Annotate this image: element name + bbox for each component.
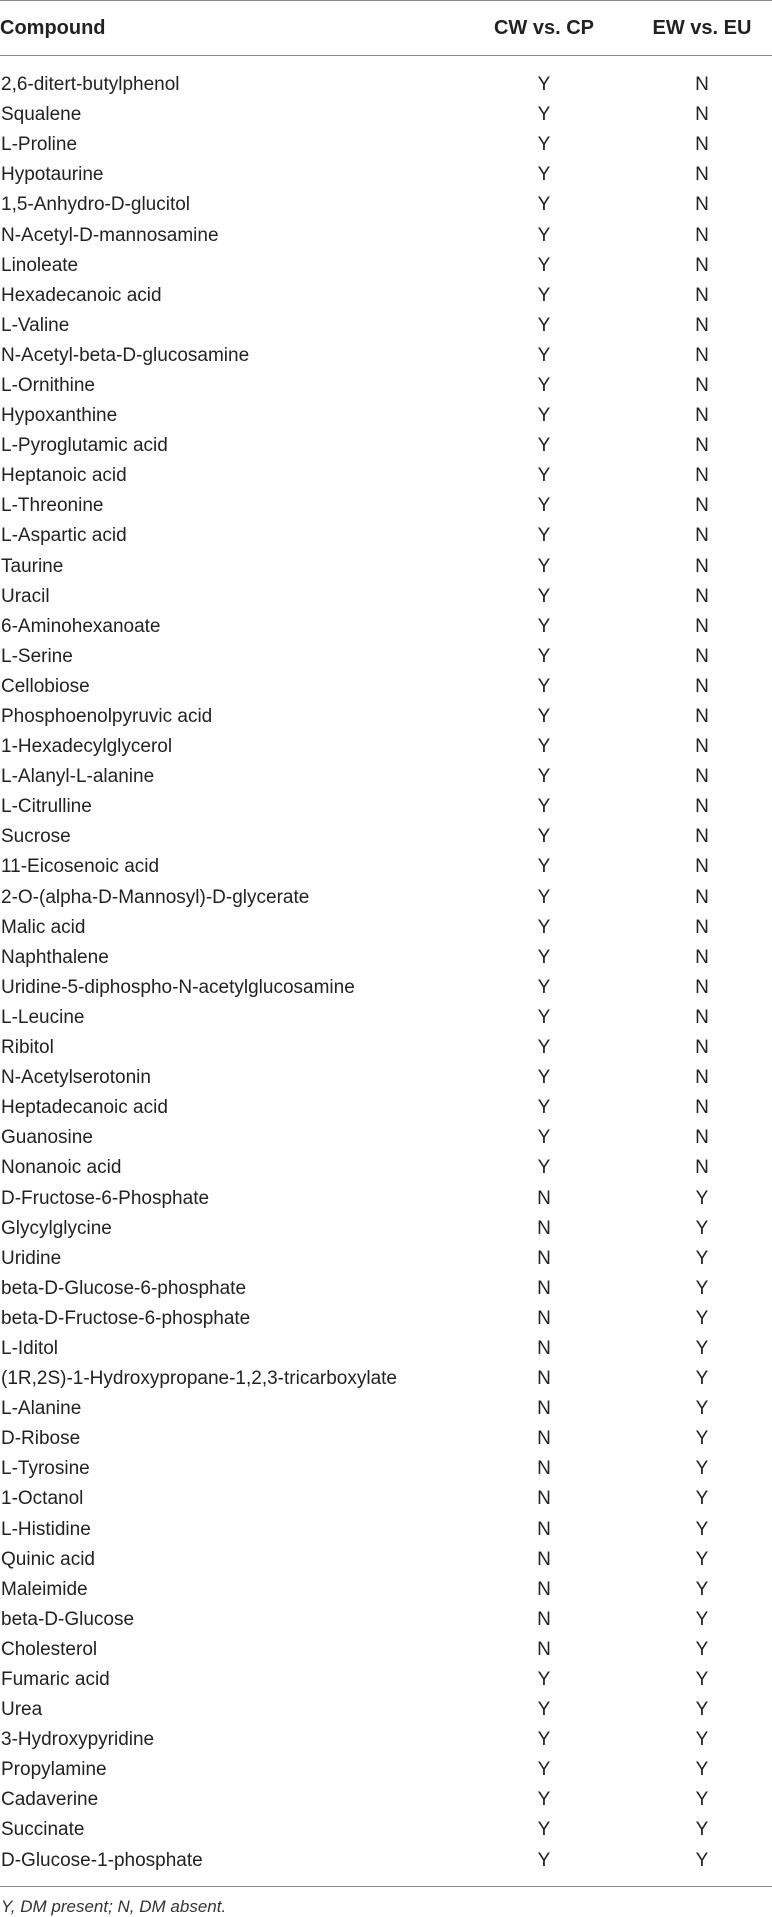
cw-vs-cp-cell: Y [537, 645, 551, 667]
ew-vs-eu-cell: N [695, 916, 709, 938]
ew-vs-eu-cell: N [695, 1067, 709, 1089]
cw-vs-cp-cell: Y [537, 796, 551, 818]
ew-vs-eu-cell: Y [695, 1608, 709, 1630]
cw-vs-cp-cell: Y [537, 164, 551, 186]
ew-vs-eu-cell: N [695, 254, 709, 276]
ew-vs-eu-cell: N [695, 615, 709, 637]
compound-cell: Squalene [1, 104, 82, 126]
table-row [0, 1214, 772, 1244]
cw-vs-cp-cell: N [537, 1187, 551, 1209]
table-row [0, 1274, 772, 1304]
compound-cell: Succinate [1, 1819, 85, 1841]
compound-cell: N-Acetyl-D-mannosamine [1, 224, 219, 246]
compound-cell: Cellobiose [1, 675, 90, 697]
cw-vs-cp-cell: N [537, 1428, 551, 1450]
ew-vs-eu-cell: Y [695, 1669, 709, 1691]
table-row [0, 1033, 772, 1063]
cw-vs-cp-cell: Y [537, 615, 551, 637]
cw-vs-cp-cell: N [537, 1548, 551, 1570]
table-row [0, 371, 772, 401]
ew-vs-eu-cell: Y [695, 1187, 709, 1209]
cw-vs-cp-cell: Y [537, 1789, 551, 1811]
ew-vs-eu-cell: Y [695, 1638, 709, 1660]
ew-vs-eu-cell: N [695, 465, 709, 487]
cw-vs-cp-cell: N [537, 1638, 551, 1660]
cw-vs-cp-cell: Y [537, 946, 551, 968]
ew-vs-eu-cell: N [695, 706, 709, 728]
ew-vs-eu-cell: N [695, 1157, 709, 1179]
ew-vs-eu-cell: Y [695, 1819, 709, 1841]
cw-vs-cp-cell: Y [537, 194, 551, 216]
ew-vs-eu-cell: Y [695, 1578, 709, 1600]
cw-vs-cp-cell: Y [537, 1819, 551, 1841]
ew-vs-eu-cell: Y [695, 1337, 709, 1359]
table-row [0, 552, 772, 582]
ew-vs-eu-cell: N [695, 284, 709, 306]
compound-cell: Linoleate [1, 254, 79, 276]
compound-cell: D-Fructose-6-Phosphate [1, 1187, 210, 1209]
table-row [0, 1153, 772, 1183]
header-row [0, 1, 772, 56]
cw-vs-cp-cell: Y [537, 74, 551, 96]
cw-vs-cp-cell: Y [537, 916, 551, 938]
table-row [0, 1846, 772, 1876]
table-row [0, 973, 772, 1003]
compound-cell: L-Proline [1, 134, 78, 156]
table-row [0, 100, 772, 130]
ew-vs-eu-cell: Y [695, 1307, 709, 1329]
compound-cell: 3-Hydroxypyridine [1, 1729, 155, 1751]
ew-vs-eu-cell: N [695, 886, 709, 908]
ew-vs-eu-cell: N [695, 645, 709, 667]
ew-vs-eu-cell: N [695, 344, 709, 366]
ew-vs-eu-cell: N [695, 796, 709, 818]
table-row [0, 1545, 772, 1575]
cw-vs-cp-cell: Y [537, 495, 551, 517]
cw-vs-cp-cell: N [537, 1458, 551, 1480]
cw-vs-cp-cell: Y [537, 254, 551, 276]
table-row [0, 461, 772, 491]
ew-vs-eu-cell: N [695, 405, 709, 427]
compound-cell: L-Serine [1, 645, 73, 667]
table-row [0, 130, 772, 160]
table-body [0, 56, 772, 1876]
cw-vs-cp-cell: Y [537, 736, 551, 758]
ew-vs-eu-cell: N [695, 495, 709, 517]
compound-cell: Cadaverine [1, 1789, 99, 1811]
table-row [0, 1785, 772, 1815]
table-row [0, 1003, 772, 1033]
compound-cell: Ribitol [1, 1037, 54, 1059]
cw-vs-cp-cell: Y [537, 706, 551, 728]
compound-cell: Heptanoic acid [1, 465, 127, 487]
ew-vs-eu-cell: Y [695, 1699, 709, 1721]
header-compound: Compound [0, 1, 456, 56]
table-row [0, 582, 772, 612]
ew-vs-eu-cell: Y [695, 1729, 709, 1751]
compound-cell: Uridine-5-diphospho-N-acetylglucosamine [1, 976, 355, 998]
ew-vs-eu-cell: N [695, 976, 709, 998]
ew-vs-eu-cell: N [695, 525, 709, 547]
cw-vs-cp-cell: N [537, 1608, 551, 1630]
table-row [0, 491, 772, 521]
table-row [0, 883, 772, 913]
compound-cell: L-Iditol [1, 1337, 59, 1359]
compound-cell: beta-D-Glucose-6-phosphate [1, 1277, 247, 1299]
cw-vs-cp-cell: N [537, 1307, 551, 1329]
cw-vs-cp-cell: N [537, 1368, 551, 1390]
compound-cell: L-Alanyl-L-alanine [1, 766, 155, 788]
ew-vs-eu-cell: N [695, 164, 709, 186]
header-cw-vs-cp: CW vs. CP [456, 1, 632, 56]
table-row [0, 1244, 772, 1274]
compound-cell: Phosphoenolpyruvic acid [1, 706, 213, 728]
cw-vs-cp-cell: Y [537, 1097, 551, 1119]
table-row [0, 1665, 772, 1695]
table-row [0, 311, 772, 341]
compound-cell: 1,5-Anhydro-D-glucitol [1, 194, 191, 216]
compound-cell: L-Pyroglutamic acid [1, 435, 168, 457]
compound-cell: Malic acid [1, 916, 86, 938]
compound-cell: Heptadecanoic acid [1, 1097, 168, 1119]
table-footnote: Y, DM present; N, DM absent. [1, 1896, 227, 1916]
compound-cell: Taurine [1, 555, 64, 577]
ew-vs-eu-cell: Y [695, 1849, 709, 1871]
table-row [0, 1575, 772, 1605]
table-row [0, 1093, 772, 1123]
ew-vs-eu-cell: N [695, 104, 709, 126]
ew-vs-eu-cell: N [695, 946, 709, 968]
ew-vs-eu-cell: N [695, 1097, 709, 1119]
table-row [0, 672, 772, 702]
cw-vs-cp-cell: Y [537, 1669, 551, 1691]
cw-vs-cp-cell: Y [537, 1699, 551, 1721]
compound-cell: beta-D-Glucose [1, 1608, 135, 1630]
cw-vs-cp-cell: Y [537, 1759, 551, 1781]
compound-cell: L-Valine [1, 314, 70, 336]
ew-vs-eu-cell: N [695, 585, 709, 607]
compound-cell: Sucrose [1, 826, 71, 848]
ew-vs-eu-cell: N [695, 314, 709, 336]
ew-vs-eu-cell: N [695, 555, 709, 577]
ew-vs-eu-cell: N [695, 435, 709, 457]
compound-cell: (1R,2S)-1-Hydroxypropane-1,2,3-tricarboxylate [1, 1368, 397, 1390]
compound-cell: L-Alanine [1, 1398, 82, 1420]
table-row [0, 431, 772, 461]
cw-vs-cp-cell: Y [537, 1037, 551, 1059]
ew-vs-eu-cell: N [695, 826, 709, 848]
ew-vs-eu-cell: N [695, 374, 709, 396]
compound-cell: Hypotaurine [1, 164, 104, 186]
ew-vs-eu-cell: N [695, 1037, 709, 1059]
compound-cell: L-Leucine [1, 1006, 85, 1028]
cw-vs-cp-cell: Y [537, 585, 551, 607]
table-row [0, 1063, 772, 1093]
cw-vs-cp-cell: Y [537, 435, 551, 457]
ew-vs-eu-cell: N [695, 194, 709, 216]
ew-vs-eu-cell: Y [695, 1759, 709, 1781]
table-row [0, 1364, 772, 1394]
compound-cell: 1-Hexadecylglycerol [1, 736, 173, 758]
ew-vs-eu-cell: N [695, 1127, 709, 1149]
cw-vs-cp-cell: Y [537, 675, 551, 697]
table-row [0, 1123, 772, 1153]
compound-cell: Nonanoic acid [1, 1157, 122, 1179]
table-row [0, 1304, 772, 1334]
cw-vs-cp-cell: N [537, 1217, 551, 1239]
cw-vs-cp-cell: N [537, 1578, 551, 1600]
compound-cell: N-Acetyl-beta-D-glucosamine [1, 344, 250, 366]
cw-vs-cp-cell: Y [537, 224, 551, 246]
compound-cell: L-Histidine [1, 1518, 91, 1540]
ew-vs-eu-cell: Y [695, 1368, 709, 1390]
table-row [0, 1635, 772, 1665]
table-row [0, 732, 772, 762]
compound-cell: Maleimide [1, 1578, 88, 1600]
ew-vs-eu-cell: Y [695, 1277, 709, 1299]
ew-vs-eu-cell: N [695, 766, 709, 788]
cw-vs-cp-cell: Y [537, 886, 551, 908]
table-row [0, 281, 772, 311]
compound-cell: 2-O-(alpha-D-Mannosyl)-D-glycerate [1, 886, 310, 908]
compound-cell: L-Citrulline [1, 796, 92, 818]
table-row [0, 56, 772, 101]
cw-vs-cp-cell: N [537, 1247, 551, 1269]
ew-vs-eu-cell: Y [695, 1217, 709, 1239]
compound-cell: 11-Eicosenoic acid [1, 856, 160, 878]
compound-cell: Guanosine [1, 1127, 93, 1149]
table-row [0, 1515, 772, 1545]
cw-vs-cp-cell: Y [537, 766, 551, 788]
compound-cell: 2,6-ditert-butylphenol [1, 74, 180, 96]
compound-cell: Quinic acid [1, 1548, 95, 1570]
cw-vs-cp-cell: N [537, 1337, 551, 1359]
cw-vs-cp-cell: Y [537, 374, 551, 396]
table-row [0, 1815, 772, 1845]
table-row [0, 190, 772, 220]
ew-vs-eu-cell: Y [695, 1458, 709, 1480]
table-row [0, 792, 772, 822]
ew-vs-eu-cell: N [695, 74, 709, 96]
table-row [0, 852, 772, 882]
ew-vs-eu-cell: N [695, 675, 709, 697]
table-row [0, 1755, 772, 1785]
compound-cell: Glycylglycine [1, 1217, 112, 1239]
table-row [0, 642, 772, 672]
cw-vs-cp-cell: Y [537, 344, 551, 366]
ew-vs-eu-cell: N [695, 736, 709, 758]
table-row [0, 1334, 772, 1364]
ew-vs-eu-cell: N [695, 224, 709, 246]
compound-cell: L-Tyrosine [1, 1458, 90, 1480]
table-row [0, 1725, 772, 1755]
compound-cell: Propylamine [1, 1759, 107, 1781]
ew-vs-eu-cell: Y [695, 1398, 709, 1420]
table-row [0, 612, 772, 642]
cw-vs-cp-cell: Y [537, 1157, 551, 1179]
ew-vs-eu-cell: N [695, 856, 709, 878]
cw-vs-cp-cell: Y [537, 134, 551, 156]
compound-cell: Naphthalene [1, 946, 109, 968]
ew-vs-eu-cell: Y [695, 1428, 709, 1450]
compound-cell: Cholesterol [1, 1638, 98, 1660]
compound-cell: Urea [1, 1699, 43, 1721]
compound-cell: Hexadecanoic acid [1, 284, 162, 306]
cw-vs-cp-cell: Y [537, 1729, 551, 1751]
compound-cell: Uridine [1, 1247, 62, 1269]
ew-vs-eu-cell: Y [695, 1488, 709, 1510]
table-row [0, 521, 772, 551]
table-row [0, 220, 772, 250]
cw-vs-cp-cell: Y [537, 555, 551, 577]
table-row [0, 1695, 772, 1725]
compound-cell: N-Acetylserotonin [1, 1067, 151, 1089]
compound-cell: D-Glucose-1-phosphate [1, 1849, 203, 1871]
header-ew-vs-eu: EW vs. EU [632, 1, 772, 56]
cw-vs-cp-cell: Y [537, 1006, 551, 1028]
table-row [0, 341, 772, 371]
table-row [0, 401, 772, 431]
table-row [0, 943, 772, 973]
compound-cell: Fumaric acid [1, 1669, 110, 1691]
compound-cell: Uracil [1, 585, 50, 607]
cw-vs-cp-cell: Y [537, 525, 551, 547]
compound-cell: Hypoxanthine [1, 405, 118, 427]
table-row [0, 702, 772, 732]
table-row [0, 1605, 772, 1635]
table-row [0, 822, 772, 852]
table-row [0, 1424, 772, 1454]
compound-cell: L-Aspartic acid [1, 525, 127, 547]
cw-vs-cp-cell: Y [537, 1067, 551, 1089]
ew-vs-eu-cell: Y [695, 1548, 709, 1570]
table-row [0, 251, 772, 281]
compound-cell: 1-Octanol [1, 1488, 84, 1510]
cw-vs-cp-cell: Y [537, 465, 551, 487]
table-row [0, 913, 772, 943]
cw-vs-cp-cell: Y [537, 314, 551, 336]
cw-vs-cp-cell: Y [537, 284, 551, 306]
cw-vs-cp-cell: Y [537, 104, 551, 126]
ew-vs-eu-cell: Y [695, 1789, 709, 1811]
cw-vs-cp-cell: Y [537, 856, 551, 878]
cw-vs-cp-cell: Y [537, 1127, 551, 1149]
table-row [0, 762, 772, 792]
cw-vs-cp-cell: Y [537, 976, 551, 998]
ew-vs-eu-cell: Y [695, 1247, 709, 1269]
compound-cell: D-Ribose [1, 1428, 81, 1450]
compound-cell: L-Threonine [1, 495, 104, 517]
ew-vs-eu-cell: Y [695, 1518, 709, 1540]
cw-vs-cp-cell: N [537, 1398, 551, 1420]
cw-vs-cp-cell: N [537, 1277, 551, 1299]
cw-vs-cp-cell: N [537, 1488, 551, 1510]
cw-vs-cp-cell: Y [537, 826, 551, 848]
table-row [0, 1484, 772, 1514]
compound-cell: 6-Aminohexanoate [1, 615, 161, 637]
table-row [0, 160, 772, 190]
table-row [0, 1183, 772, 1213]
cw-vs-cp-cell: Y [537, 1849, 551, 1871]
table-row [0, 1394, 772, 1424]
cw-vs-cp-cell: N [537, 1518, 551, 1540]
compound-cell: beta-D-Fructose-6-phosphate [1, 1307, 251, 1329]
compound-cell: L-Ornithine [1, 374, 95, 396]
ew-vs-eu-cell: N [695, 134, 709, 156]
table-row [0, 1454, 772, 1484]
ew-vs-eu-cell: N [695, 1006, 709, 1028]
cw-vs-cp-cell: Y [537, 405, 551, 427]
